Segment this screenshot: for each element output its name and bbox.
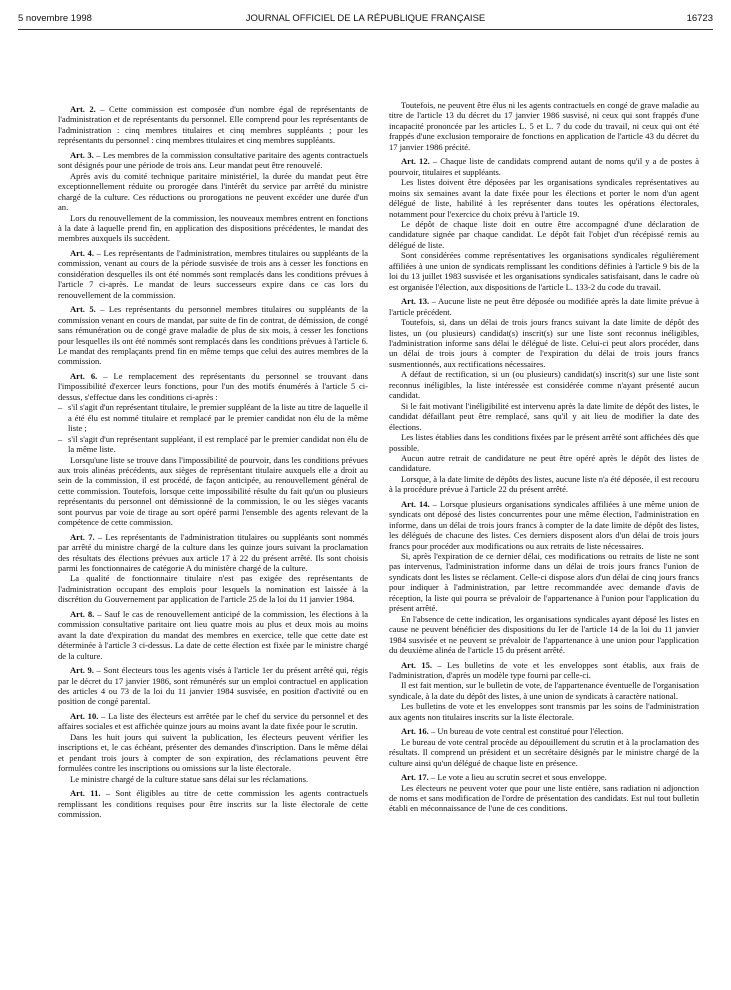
paragraph-text: Toutefois, si, dans un délai de trois jours francs suivant la date limite de dépôt des listes, un (ou plusieurs) candidat(s) inscrit(s) sur une liste sont reconnus inéligibles, l'administration informe sans délai le délégué de liste. Celui-ci peut alors procéder, dans un délai de trois jours à compter de l'expiration du délai de trois jours francs susmentionnés, aux rectifications nécessaires. bbox=[389, 317, 699, 369]
paragraph-text: – Chaque liste de candidats comprend autant de noms qu'il y a de postes à pourvoir, titulaires et suppléants. bbox=[389, 156, 699, 177]
article-paragraph bbox=[58, 371, 368, 402]
paragraph bbox=[58, 213, 368, 244]
list-dash: – bbox=[58, 402, 63, 413]
left-column bbox=[58, 100, 368, 819]
paragraph-text: A défaut de rectification, si un (ou plusieurs) candidat(s) inscrit(s) sur une liste sont reconnus inéligibles, la liste intéressée est considérée comme n'ayant présenté aucun candidat. bbox=[389, 369, 699, 401]
article-paragraph bbox=[58, 532, 368, 574]
paragraph bbox=[389, 369, 699, 400]
article-number: Art. 10. bbox=[70, 710, 99, 721]
paragraph bbox=[389, 100, 699, 152]
article-number: Art. 12. bbox=[401, 156, 430, 167]
header-rule bbox=[18, 29, 713, 30]
paragraph-text: En l'absence de cette indication, les organisations syndicales ayant déposé les listes en cause ne peuvent bénéficier des dispositions du Ier de l'article 14 de la loi du 11 janvier 1984 susvisée et ne peuvent se prévaloir de l'appartenance à une union pour l'application du deuxième alinéa de l'article 15 du présent arrêté. bbox=[389, 613, 699, 656]
article-number: Art. 15. bbox=[401, 659, 432, 670]
list-item bbox=[58, 434, 368, 455]
paragraph bbox=[58, 774, 368, 784]
paragraph-text: Le ministre chargé de la culture statue sans délai sur les réclamations. bbox=[70, 773, 309, 784]
paragraph bbox=[389, 551, 699, 614]
article-paragraph bbox=[389, 772, 699, 782]
article-paragraph bbox=[58, 248, 368, 300]
article-paragraph bbox=[389, 296, 699, 317]
article-number: Art. 13. bbox=[401, 296, 430, 307]
paragraph-text: – Aucune liste ne peut être déposée ou modifiée après la date limite prévue à l'article précédent. bbox=[389, 296, 699, 317]
paragraph-text: Si le fait motivant l'inéligibilité est intervenu après la date limite de dépôt des listes, le candidat défaillant peut être remplacé, sans qu'il y ait lieu de modifier la date des élections. bbox=[389, 400, 699, 432]
paragraph bbox=[389, 680, 699, 701]
paragraph-text: Dans les huit jours qui suivent la publication, les électeurs peuvent vérifier les inscriptions et, le cas échéant, présenter des demandes d'inscription. Dans le même délai et pendant trois jours à compter de son expiration, des réclamations peuvent être formulées contre les inscriptions ou omissions sur la liste électorale. bbox=[58, 731, 368, 774]
paragraph-text: Les listes doivent être déposées par les organisations syndicales représentatives au moins six semaines avant la date fixée pour les élections et porter le nom d'un agent délégué de liste, habilité à les représenter dans toutes les opérations électorales, notamment pour l'exercice du choix prévu à l'article 19. bbox=[389, 177, 699, 219]
right-column bbox=[389, 100, 699, 814]
paragraph-text: – Un bureau de vote central est constitué pour l'élection. bbox=[428, 726, 624, 737]
article-paragraph bbox=[58, 711, 368, 732]
article-number: Art. 11. bbox=[70, 788, 101, 799]
paragraph-text: Lorsqu'une liste se trouve dans l'impossibilité de pourvoir, dans les conditions prévues aux trois alinéas précédents, aux sièges de représentant titulaire auxquels elle a droit au sein de la commission, il est procédé, de façon anticipée, au renouvellement général de cette commission. Toutefois, lorsque cette impossibilité résulte du fait qu'un ou plusieurs représentants du personnel ont démissionné de la commission, le ou les sièges vacants sont pourvus par voie de tirage au sort opéré parmi l'ensemble des agents relevant de la compétence de cette commission. bbox=[58, 454, 368, 528]
paragraph-text: Les bulletins de vote et les enveloppes sont transmis par les soins de l'administration aux agents non titulaires inscrits sur la liste électorale. bbox=[389, 701, 699, 722]
article-paragraph bbox=[58, 104, 368, 146]
paragraph bbox=[389, 783, 699, 814]
paragraph bbox=[389, 250, 699, 292]
paragraph-text: – Sauf le cas de renouvellement anticipé de la commission, les élections à la commission consultative paritaire ont lieu quatre mois au plus et deux mois au moins avant la date d'expiration du mandat des membres en exercice, telle que cette date est déterminée à l'article 3 ci-dessus. La date de cette élection est fixée par le ministre chargé de la culture. bbox=[58, 608, 368, 661]
article-paragraph bbox=[58, 150, 368, 171]
paragraph-text: – Les représentants de l'administration, membres titulaires ou suppléants de la commission, venant au cours de la période susvisée de trois ans à cesser les fonctions en considération desquelles ils ont été nommés sont remplacés dans les conditions prévues à l'article 7 ci-après. Le mandat de leurs successeurs expire dans ce cas lors du renouvellement de la commission. bbox=[58, 247, 368, 300]
article-number: Art. 14. bbox=[401, 498, 430, 509]
paragraph-text: Les listes établies dans les conditions fixées par le présent arrêté sont affichées dès que possible. bbox=[389, 432, 699, 453]
paragraph bbox=[389, 737, 699, 768]
paragraph-text: – Les représentants de l'administration titulaires ou suppléants sont nommés par arrêté du ministre chargé de la culture dans les quinze jours suivant la proclamation des résultats des élections prévues aux article 17 à 22 du présent arrêté. Ils sont choisis parmi les fonctionnaires de catégorie A du ministère chargé de la culture. bbox=[58, 531, 369, 574]
article-number: Art. 5. bbox=[70, 304, 96, 315]
article-paragraph bbox=[389, 499, 699, 551]
article-paragraph bbox=[58, 609, 368, 661]
paragraph-text: – Cette commission est composée d'un nombre égal de représentants de l'administration et de représentants du personnel. Elle comprend pour les représentants de l'administration : cinq membres titulaires et cinq membres suppléants ; pour les représentants du personnel : cinq membres titulaires et cinq membres suppléants. bbox=[58, 104, 368, 146]
paragraph bbox=[389, 219, 699, 250]
paragraph-text: – Les représentants du personnel membres titulaires ou suppléants de la commission venant en cours de mandat, par suite de fin de contrat, de démission, de congé sans rémunération ou de congé grave maladie de plus de six mois, à cesser les fonctions pour lesquelles ils ont été nommés sont remplacés dans les conditions prévues à l'article 6. Le mandat des remplaçants prend fin en même temps que celui des autres membres de la commission. bbox=[58, 304, 368, 367]
paragraph bbox=[58, 171, 368, 213]
paragraph bbox=[58, 732, 368, 774]
header-page-number: 16723 bbox=[686, 13, 713, 24]
paragraph-text: Lorsque, à la date limite de dépôts des listes, aucune liste n'a été déposée, il est recouru à la procédure prévue à l'article 22 du présent arrêté. bbox=[389, 473, 699, 495]
paragraph-text: – Sont électeurs tous les agents visés à l'article 1er du présent arrêté qui, régis par le décret du 17 janvier 1986, sont rémunérés sur un emploi contractuel en application des articles 4 ou 73 de la loi du 11 janvier 1984 susvisée, en position d'activité ou en position de congé parental. bbox=[58, 665, 369, 707]
paragraph bbox=[389, 701, 699, 722]
paragraph-text: – Sont éligibles au titre de cette commission les agents contractuels remplissant les conditions requises pour être inscrits sur la liste électorale de cette commission. bbox=[58, 788, 368, 819]
header-journal-title: JOURNAL OFFICIEL DE LA RÉPUBLIQUE FRANÇAISE bbox=[245, 13, 486, 24]
paragraph-text: – Le vote a lieu au scrutin secret et sous enveloppe. bbox=[428, 772, 607, 783]
paragraph-text: Toutefois, ne peuvent être élus ni les agents contractuels en congé de grave maladie au titre de l'article 13 du décret du 17 janvier 1986 susvisé, ni ceux qui sont frappés d'une incapacité prononcée par les articles L. 5 et L. 7 du code du travail, ni ceux qui ont été frappés d'une exclusion temporaire de fonctions en application de l'article 43 du décret du 17 janvier 1986 précité. bbox=[389, 100, 699, 152]
paragraph bbox=[389, 474, 699, 495]
paragraph-text: Après avis du comité technique paritaire ministériel, la durée du mandat peut être exceptionnellement réduite ou prorogée dans l'intérêt du service par arrêté du ministre chargé de la culture. Ces réductions ou prorogations ne peuvent excéder une durée d'un an. bbox=[58, 170, 368, 213]
header-date: 5 novembre 1998 bbox=[18, 13, 92, 24]
paragraph-text: Le dépôt de chaque liste doit en outre être accompagné d'une déclaration de candidature signée par chaque candidat. Le dépôt fait l'objet d'un récépissé remis au délégué de liste. bbox=[389, 218, 699, 250]
list-item-text: s'il s'agit d'un représentant titulaire, le premier suppléant de la liste au titre de laquelle il a été élu est nommé titulaire et remplacé par le premier candidat non élu de la même liste ; bbox=[68, 402, 368, 434]
paragraph-text: – La liste des électeurs est arrêtée par le chef du service du personnel et des affaires sociales et est affichée quinze jours au moins avant la date fixée pour le scrutin. bbox=[58, 710, 368, 732]
paragraph-text: Le bureau de vote central procède au dépouillement du scrutin et à la proclamation des résultats. Il comprend un président et un secrétaire désignés par le ministre chargé de la culture ainsi qu'un délégué de chaque liste en présence. bbox=[389, 736, 699, 768]
paragraph-text: La qualité de fonctionnaire titulaire n'est pas exigée des représentants de l'administration occupant des emplois pour lesquels la nomination est laissée à la discrétion du Gouvernement par application de l'article 25 de la loi du 11 janvier 1984. bbox=[58, 573, 368, 605]
paragraph-text: Sont considérées comme représentatives les organisations syndicales régulièrement affiliées à une union de syndicats remplissant les conditions définies à l'article 9 bis de la loi du 13 juillet 1983 susvisée et les organisations syndicales satisfaisant, dans le cadre où est organisée l'élection, aux dispositions de l'article L. 133-2 du code du travail. bbox=[389, 250, 699, 292]
paragraph bbox=[58, 455, 368, 528]
paragraph bbox=[389, 177, 699, 219]
paragraph bbox=[389, 453, 699, 474]
article-number: Art. 7. bbox=[70, 531, 95, 542]
article-paragraph bbox=[389, 660, 699, 681]
article-number: Art. 6. bbox=[70, 370, 98, 381]
article-number: Art. 9. bbox=[70, 665, 94, 676]
article-number: Art. 16. bbox=[401, 726, 429, 737]
paragraph bbox=[389, 317, 699, 369]
article-number: Art. 2. bbox=[70, 104, 96, 114]
paragraph bbox=[389, 614, 699, 656]
article-paragraph bbox=[58, 665, 368, 707]
article-paragraph bbox=[58, 788, 368, 819]
article-paragraph bbox=[58, 304, 368, 367]
article-number: Art. 4. bbox=[70, 247, 94, 258]
paragraph-text: – Les bulletins de vote et les enveloppes sont établis, aux frais de l'administration, d'après un modèle type fourni par celle-ci. bbox=[389, 659, 699, 681]
list-dash: – bbox=[58, 433, 63, 444]
paragraph bbox=[58, 573, 368, 604]
paragraph bbox=[389, 401, 699, 432]
paragraph-text: – Lorsque plusieurs organisations syndicales affiliées à une même union de syndicats ont déposé des listes concurrentes pour une même élection, l'administration en informe, dans un délai de trois jours francs à compter de la date limite de dépôt des listes, les délégués de chacune des listes. Ces derniers disposent alors d'un délai de trois jours francs pour procéder aux modifications ou aux retraits de liste nécessaires. bbox=[389, 498, 699, 551]
list-item-text: s'il s'agit d'un représentant suppléant, il est remplacé par le premier candidat non élu de la même liste. bbox=[68, 433, 368, 455]
article-number: Art. 3. bbox=[70, 149, 94, 160]
article-number: Art. 17. bbox=[401, 772, 429, 783]
paragraph-text: – Le remplacement des représentants du personnel se trouvant dans l'impossibilité d'exercer leurs fonctions, pour l'un des motifs énumérés à l'article 5 ci-dessus, s'effectue dans les conditions ci-après : bbox=[58, 370, 368, 402]
paragraph-text: – Les membres de la commission consultative paritaire des agents contractuels sont désignés pour une période de trois ans. Leur mandat peut être renouvelé. bbox=[58, 149, 368, 171]
article-paragraph bbox=[389, 156, 699, 177]
paragraph-text: Il est fait mention, sur le bulletin de vote, de l'appartenance éventuelle de l'organisation syndicale, à la date du dépôt des listes, à une union de syndicats à caractère national. bbox=[389, 680, 699, 701]
page-header bbox=[18, 12, 713, 26]
paragraph bbox=[389, 432, 699, 453]
article-number: Art. 8. bbox=[70, 608, 95, 619]
paragraph-text: Les électeurs ne peuvent voter que pour une liste entière, sans radiation ni adjonction de noms et sans modification de l'ordre de présentation des candidats. Est nul tout bulletin établi en méconnaissance de l'une de ces conditions. bbox=[389, 782, 699, 814]
paragraph-text: Lors du renouvellement de la commission, les nouveaux membres entrent en fonctions à la date à laquelle prend fin, en application des dispositions précédentes, le mandat des membres auxquels ils succèdent. bbox=[58, 212, 368, 244]
article-paragraph bbox=[389, 726, 699, 736]
list-item bbox=[58, 402, 368, 433]
paragraph-text: Si, après l'expiration de ce dernier délai, ces modifications ou retraits de liste ne sont pas intervenus, l'administration informe dans un délai de trois jours francs l'union de syndicats dont les listes se réclament. Celle-ci dispose alors d'un délai de cinq jours francs pour indiquer à l'administration, par lettre recommandée avec demande d'avis de réception, la liste qui pourra se prévaloir de l'appartenance à l'union pour l'application du présent arrêté. bbox=[389, 551, 699, 614]
paragraph-text: Aucun autre retrait de candidature ne peut être opéré après le dépôt des listes de candidature. bbox=[389, 452, 699, 474]
